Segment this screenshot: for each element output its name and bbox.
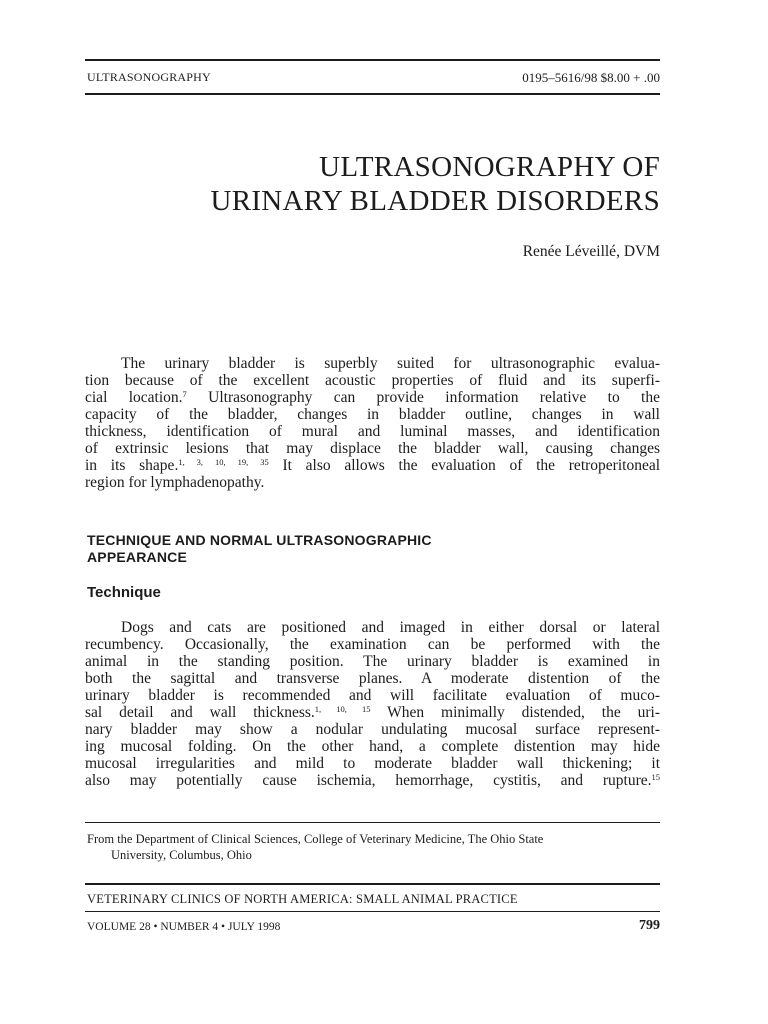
technique-line: sal detail and wall thickness.$^{1, 10, 15}$ When minimally distended, the uri- [85,704,661,721]
technique-line: recumbency. Occasionally, the examination can be performed with the [85,636,660,653]
author: Renée Léveillé, DVM [522,243,660,260]
article-code: 0195–5616/98 $8.00 + .00 [522,70,660,85]
header-top-rule [85,59,660,61]
journal-name: VETERINARY CLINICS OF NORTH AMERICA: SMALL ANIMAL PRACTICE [87,892,518,906]
section-heading: TECHNIQUE AND NORMAL ULTRASONOGRAPHIC APPEARANCE [87,532,432,565]
intro-line: capacity of the bladder, changes in bladder outline, changes in wall [85,406,660,423]
citation: 1, 10, 15 [314,704,371,714]
technique-paragraph [85,619,660,789]
intro-line: cial location.$^7$ Ultrasonography can provide information relative to the [85,389,660,406]
citation: 7 [182,389,187,399]
technique-line: urinary bladder is recommended and will facilitate evaluation of muco- [85,687,660,704]
technique-line: mucosal irregularities and mild to moderate bladder wall thickening; it [85,755,660,772]
technique-line: also may potentially cause ischemia, hemorrhage, cystitis, and rupture.$^{15}$ [85,772,660,789]
intro-line: region for lymphadenopathy. [85,474,265,491]
page-number: 799 [639,918,660,933]
footnote-rule [85,822,660,823]
title-line-1: ULTRASONOGRAPHY OF [319,151,660,183]
volume-info: VOLUME 28 • NUMBER 4 • JULY 1998 [87,921,281,933]
affiliation-line-2: University, Columbus, Ohio [111,848,252,862]
intro-line: The urinary bladder is superbly suited for ultrasonographic evalua- [121,355,660,372]
title-line-2: URINARY BLADDER DISORDERS [210,185,660,217]
intro-paragraph [85,355,660,491]
subsection-heading: Technique [87,584,161,601]
technique-line: nary bladder may show a nodular undulating mucosal surface represent- [85,721,660,738]
technique-line: ing mucosal folding. On the other hand, a complete distention may hide [85,738,660,755]
article-title [210,150,660,218]
footer-bottom-rule [85,911,660,912]
citation: 1, 3, 10, 19, 35 [178,457,269,467]
header-bottom-rule [85,93,660,95]
technique-line: both the sagittal and transverse planes. A moderate distention of the [85,670,660,687]
intro-line: of extrinsic lesions that may displace the bladder wall, causing changes [85,440,660,457]
technique-line: animal in the standing position. The urinary bladder is examined in [85,653,660,670]
affiliation-note [87,831,662,863]
citation: 15 [651,772,660,782]
intro-line: in its shape.$^{1, 3, 10, 19, 35}$ It also allows the evaluation of the retroperitoneal [85,457,661,474]
intro-line: thickness, identification of mural and luminal masses, and identification [85,423,660,440]
running-head: ULTRASONOGRAPHY [87,70,211,84]
technique-line: Dogs and cats are positioned and imaged in either dorsal or lateral [121,619,660,636]
footer-top-rule [85,883,660,885]
intro-line: tion because of the excellent acoustic properties of fluid and its superfi- [85,372,660,389]
affiliation-line-1: From the Department of Clinical Sciences, College of Veterinary Medicine, The Ohio State [87,832,544,846]
